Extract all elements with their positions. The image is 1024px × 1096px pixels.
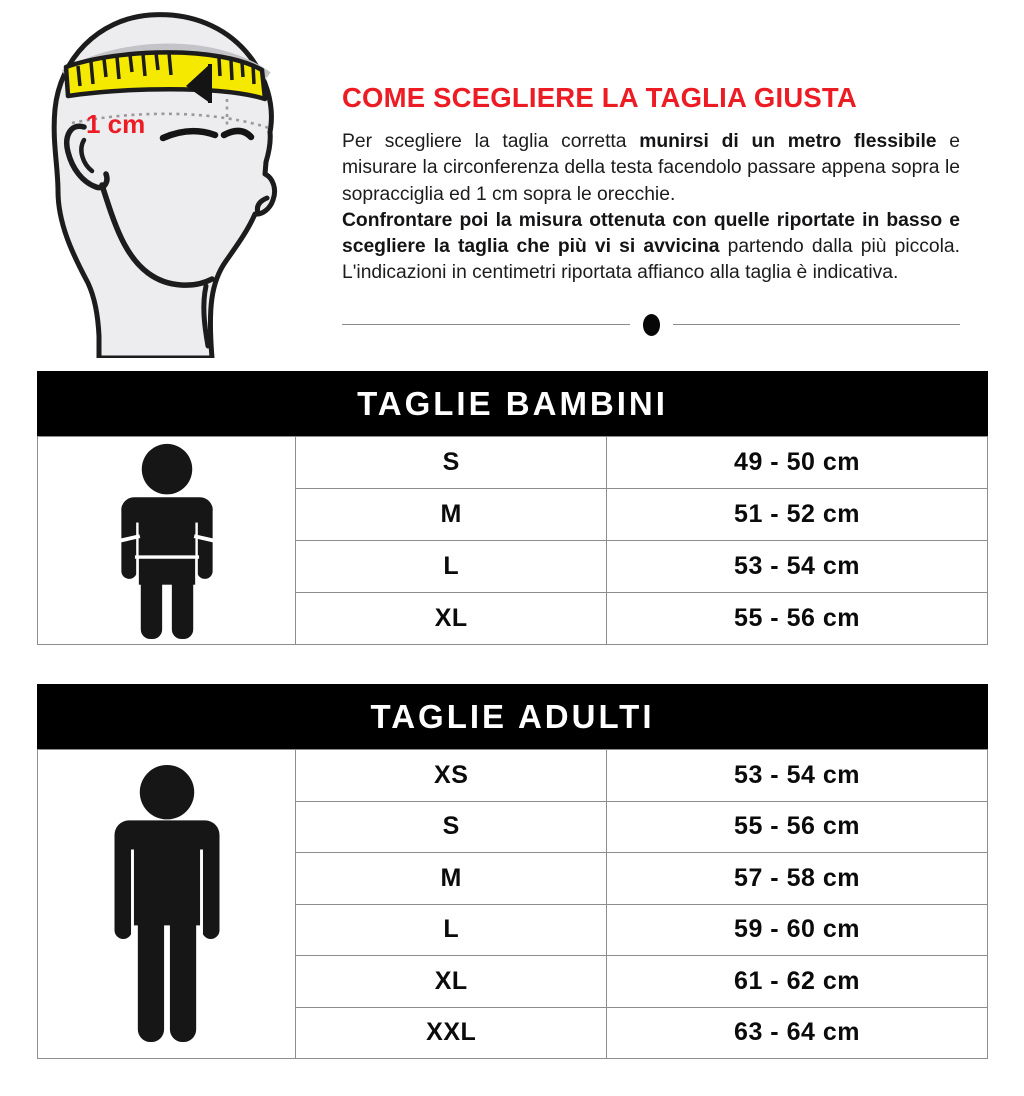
range-cell: 55 - 56 cm — [607, 801, 988, 853]
size-cell: XS — [296, 750, 607, 802]
divider-line-left — [342, 324, 630, 325]
size-cell: XL — [296, 956, 607, 1008]
range-cell: 59 - 60 cm — [607, 904, 988, 956]
bambini-size-table — [37, 436, 988, 645]
intro-seg4-bold: Confrontare poi la misura ottenuta con quelle riportate in basso e scegliere la taglia che più vi si avvicina — [342, 209, 960, 258]
range-cell: 57 - 58 cm — [607, 853, 988, 905]
divider-line-right — [673, 324, 961, 325]
bambini-header: TAGLIE BAMBINI — [37, 371, 988, 436]
intro-seg5: partendo dalla più piccola. L'indicazioni in centimetri riportata affianco alla taglia è indicativa. — [342, 236, 960, 284]
range-cell: 61 - 62 cm — [607, 956, 988, 1008]
size-cell: L — [296, 541, 607, 593]
size-cell: S — [296, 801, 607, 853]
size-cell: M — [296, 853, 607, 905]
intro-column — [342, 6, 960, 371]
table-row — [38, 750, 988, 802]
intro-seg3: e misurare la circonferenza della testa facendolo passare appena sopra le sopracciglia ed 1 cm sopra le orecchie. — [342, 131, 960, 205]
intro-paragraph — [342, 129, 960, 287]
adult-icon — [97, 764, 237, 1044]
child-icon — [104, 441, 230, 641]
range-cell: 49 - 50 cm — [607, 437, 988, 489]
intro-title: COME SCEGLIERE LA TAGLIA GIUSTA — [342, 82, 857, 113]
bambini-size-section — [37, 371, 988, 1059]
head-with-tape-icon — [20, 6, 330, 358]
size-guide-intro-section — [0, 0, 1024, 371]
size-cell: XXL — [296, 1007, 607, 1059]
divider-dot — [643, 314, 660, 336]
bambini-icon-cell — [38, 437, 296, 645]
range-cell: 53 - 54 cm — [607, 541, 988, 593]
section-divider — [342, 313, 960, 337]
adulti-header: TAGLIE ADULTI — [37, 684, 988, 749]
adulti-size-table — [37, 749, 988, 1059]
adulti-icon-cell — [38, 750, 296, 1059]
one-cm-label: 1 cm — [86, 109, 146, 139]
range-cell: 63 - 64 cm — [607, 1007, 988, 1059]
range-cell: 53 - 54 cm — [607, 750, 988, 802]
intro-seg1: Per scegliere la taglia corretta — [342, 131, 640, 152]
table-row — [38, 437, 988, 489]
range-cell: 55 - 56 cm — [607, 593, 988, 645]
head-measure-illustration — [20, 6, 330, 358]
size-cell: L — [296, 904, 607, 956]
size-cell: M — [296, 489, 607, 541]
intro-seg2-bold: munirsi di un metro flessibile — [639, 131, 937, 152]
range-cell: 51 - 52 cm — [607, 489, 988, 541]
size-cell: XL — [296, 593, 607, 645]
size-cell: S — [296, 437, 607, 489]
